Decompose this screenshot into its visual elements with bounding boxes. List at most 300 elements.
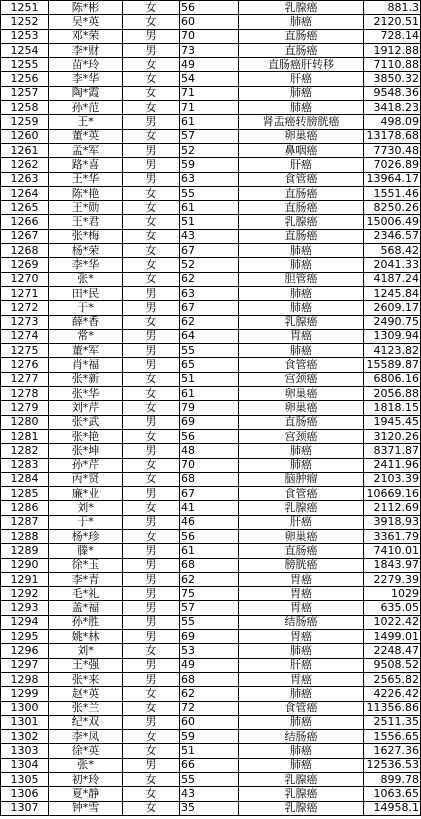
record-id-cell: 1257	[1, 86, 49, 100]
age-cell: 56	[180, 429, 239, 443]
diagnosis-cell: 乳腺癌	[239, 315, 364, 329]
table-row	[1, 501, 421, 515]
table-row	[1, 258, 421, 272]
gender-cell: 男	[123, 172, 180, 186]
patient-name-cell: 邓*荣	[49, 29, 123, 43]
diagnosis-cell: 乳腺癌	[239, 787, 364, 801]
record-id-cell: 1300	[1, 701, 49, 715]
gender-cell: 女	[123, 687, 180, 701]
age-cell: 56	[180, 529, 239, 543]
gender-cell: 女	[123, 215, 180, 229]
cost-cell: 2346.57	[364, 229, 421, 243]
table-row	[1, 515, 421, 529]
age-cell: 64	[180, 329, 239, 343]
gender-cell: 男	[123, 572, 180, 586]
cost-cell: 3418.23	[364, 101, 421, 115]
cost-cell: 3361.79	[364, 529, 421, 543]
patient-name-cell: 李*凤	[49, 730, 123, 744]
record-id-cell: 1267	[1, 229, 49, 243]
patient-name-cell: 丙*贤	[49, 472, 123, 486]
age-cell: 49	[180, 658, 239, 672]
record-id-cell: 1264	[1, 186, 49, 200]
age-cell: 53	[180, 644, 239, 658]
diagnosis-cell: 结肠癌	[239, 615, 364, 629]
age-cell: 61	[180, 201, 239, 215]
gender-cell: 男	[123, 587, 180, 601]
age-cell: 46	[180, 515, 239, 529]
diagnosis-cell: 直肠癌肝转移	[239, 58, 364, 72]
gender-cell: 女	[123, 272, 180, 286]
table-row	[1, 272, 421, 286]
patient-name-cell: 张*坤	[49, 444, 123, 458]
record-id-cell: 1294	[1, 615, 49, 629]
patient-name-cell: 滕*	[49, 544, 123, 558]
patient-name-cell: 薛*香	[49, 315, 123, 329]
gender-cell: 女	[123, 501, 180, 515]
age-cell: 43	[180, 229, 239, 243]
table-row	[1, 372, 421, 386]
table-row	[1, 444, 421, 458]
diagnosis-cell: 肝癌	[239, 515, 364, 529]
patient-name-cell: 李*华	[49, 258, 123, 272]
diagnosis-cell: 直肠癌	[239, 415, 364, 429]
diagnosis-cell: 卵巢癌	[239, 129, 364, 143]
age-cell: 67	[180, 487, 239, 501]
gender-cell: 男	[123, 444, 180, 458]
patient-name-cell: 初*玲	[49, 773, 123, 787]
table-row	[1, 715, 421, 729]
age-cell: 62	[180, 272, 239, 286]
diagnosis-cell: 肺癌	[239, 715, 364, 729]
diagnosis-cell: 直肠癌	[239, 29, 364, 43]
diagnosis-cell: 胆管癌	[239, 272, 364, 286]
cost-cell: 3850.32	[364, 72, 421, 86]
cost-cell: 1499.01	[364, 630, 421, 644]
diagnosis-cell: 肝癌	[239, 658, 364, 672]
patient-name-cell: 王*	[49, 115, 123, 129]
table-row	[1, 29, 421, 43]
gender-cell: 女	[123, 387, 180, 401]
table-row	[1, 286, 421, 300]
gender-cell: 女	[123, 244, 180, 258]
gender-cell: 女	[123, 1, 180, 15]
record-id-cell: 1304	[1, 758, 49, 772]
gender-cell: 男	[123, 344, 180, 358]
age-cell: 57	[180, 129, 239, 143]
patient-name-cell: 路*喜	[49, 158, 123, 172]
table-row	[1, 658, 421, 672]
age-cell: 48	[180, 444, 239, 458]
table-row	[1, 572, 421, 586]
diagnosis-cell: 鼻咽癌	[239, 143, 364, 157]
record-id-cell: 1273	[1, 315, 49, 329]
age-cell: 56	[180, 1, 239, 15]
diagnosis-cell: 肺癌	[239, 687, 364, 701]
patient-name-cell: 吴*英	[49, 15, 123, 29]
cost-cell: 1556.65	[364, 730, 421, 744]
diagnosis-cell: 肺癌	[239, 258, 364, 272]
record-id-cell: 1306	[1, 787, 49, 801]
patient-name-cell: 李*华	[49, 72, 123, 86]
table-row	[1, 687, 421, 701]
age-cell: 62	[180, 315, 239, 329]
gender-cell: 男	[123, 558, 180, 572]
diagnosis-cell: 直肠癌	[239, 544, 364, 558]
table-row	[1, 186, 421, 200]
gender-cell: 男	[123, 358, 180, 372]
patient-name-cell: 姚*林	[49, 630, 123, 644]
patient-name-cell: 刘*芹	[49, 401, 123, 415]
record-id-cell: 1263	[1, 172, 49, 186]
cost-cell: 2411.96	[364, 458, 421, 472]
gender-cell: 女	[123, 86, 180, 100]
cost-cell: 2112.69	[364, 501, 421, 515]
cost-cell: 2120.51	[364, 15, 421, 29]
cost-cell: 1245.84	[364, 286, 421, 300]
record-id-cell: 1295	[1, 630, 49, 644]
table-row	[1, 615, 421, 629]
record-id-cell: 1276	[1, 358, 49, 372]
diagnosis-cell: 直肠癌	[239, 201, 364, 215]
diagnosis-cell: 乳腺癌	[239, 801, 364, 815]
age-cell: 51	[180, 372, 239, 386]
patient-name-cell: 张*	[49, 758, 123, 772]
diagnosis-cell: 乳腺癌	[239, 773, 364, 787]
record-id-cell: 1261	[1, 143, 49, 157]
patient-name-cell: 田*民	[49, 286, 123, 300]
record-id-cell: 1281	[1, 429, 49, 443]
record-id-cell: 1259	[1, 115, 49, 129]
table-row	[1, 58, 421, 72]
gender-cell: 男	[123, 672, 180, 686]
age-cell: 63	[180, 172, 239, 186]
gender-cell: 女	[123, 744, 180, 758]
diagnosis-cell: 宫颈癌	[239, 372, 364, 386]
cost-cell: 1551.46	[364, 186, 421, 200]
cost-cell: 899.78	[364, 773, 421, 787]
diagnosis-cell: 脑肿瘤	[239, 472, 364, 486]
record-id-cell: 1307	[1, 801, 49, 815]
cost-cell: 2248.47	[364, 644, 421, 658]
gender-cell: 女	[123, 15, 180, 29]
age-cell: 62	[180, 572, 239, 586]
gender-cell: 女	[123, 372, 180, 386]
table-row	[1, 129, 421, 143]
age-cell: 70	[180, 458, 239, 472]
gender-cell: 女	[123, 773, 180, 787]
diagnosis-cell: 卵巢癌	[239, 401, 364, 415]
patient-name-cell: 张*武	[49, 415, 123, 429]
patient-name-cell: 王*君	[49, 215, 123, 229]
gender-cell: 男	[123, 601, 180, 615]
patient-name-cell: 孙*胜	[49, 615, 123, 629]
record-id-cell: 1299	[1, 687, 49, 701]
gender-cell: 男	[123, 715, 180, 729]
diagnosis-cell: 食管癌	[239, 701, 364, 715]
cost-cell: 3120.26	[364, 429, 421, 443]
diagnosis-cell: 肺癌	[239, 758, 364, 772]
record-id-cell: 1255	[1, 58, 49, 72]
cost-cell: 1912.88	[364, 43, 421, 57]
record-id-cell: 1256	[1, 72, 49, 86]
gender-cell: 男	[123, 515, 180, 529]
age-cell: 57	[180, 601, 239, 615]
cost-cell: 14958.1	[364, 801, 421, 815]
gender-cell: 男	[123, 43, 180, 57]
cost-cell: 6806.16	[364, 372, 421, 386]
table-row	[1, 101, 421, 115]
patient-name-cell: 陈*彬	[49, 1, 123, 15]
diagnosis-cell: 食管癌	[239, 487, 364, 501]
record-id-cell: 1297	[1, 658, 49, 672]
patient-name-cell: 张*梅	[49, 229, 123, 243]
cost-cell: 12536.53	[364, 758, 421, 772]
cost-cell: 2103.39	[364, 472, 421, 486]
gender-cell: 女	[123, 458, 180, 472]
patient-name-cell: 于*	[49, 515, 123, 529]
cost-cell: 1063.65	[364, 787, 421, 801]
cost-cell: 881.3	[364, 1, 421, 15]
table-row	[1, 344, 421, 358]
age-cell: 69	[180, 630, 239, 644]
diagnosis-cell: 肺癌	[239, 15, 364, 29]
diagnosis-cell: 胃癌	[239, 329, 364, 343]
gender-cell: 女	[123, 644, 180, 658]
record-id-cell: 1252	[1, 15, 49, 29]
diagnosis-cell: 肺癌	[239, 344, 364, 358]
table-row	[1, 43, 421, 57]
age-cell: 67	[180, 301, 239, 315]
table-row	[1, 115, 421, 129]
patient-name-cell: 盖*福	[49, 601, 123, 615]
age-cell: 68	[180, 672, 239, 686]
age-cell: 43	[180, 787, 239, 801]
patient-name-cell: 毛*礼	[49, 587, 123, 601]
cost-cell: 2056.88	[364, 387, 421, 401]
diagnosis-cell: 乳腺癌	[239, 1, 364, 15]
record-id-cell: 1269	[1, 258, 49, 272]
cost-cell: 11356.86	[364, 701, 421, 715]
cost-cell: 2279.39	[364, 572, 421, 586]
age-cell: 66	[180, 758, 239, 772]
gender-cell: 女	[123, 401, 180, 415]
gender-cell: 男	[123, 544, 180, 558]
diagnosis-cell: 肺癌	[239, 86, 364, 100]
record-id-cell: 1266	[1, 215, 49, 229]
table-row	[1, 472, 421, 486]
patient-name-cell: 陈*艳	[49, 186, 123, 200]
patient-name-cell: 张*艳	[49, 429, 123, 443]
record-id-cell: 1303	[1, 744, 49, 758]
cost-cell: 2490.75	[364, 315, 421, 329]
diagnosis-cell: 肺癌	[239, 286, 364, 300]
cost-cell: 2565.82	[364, 672, 421, 686]
table-row	[1, 401, 421, 415]
diagnosis-cell: 直肠癌	[239, 43, 364, 57]
patient-name-cell: 王*勋	[49, 201, 123, 215]
cost-cell: 4187.24	[364, 272, 421, 286]
table-row	[1, 244, 421, 258]
table-row	[1, 72, 421, 86]
diagnosis-cell: 胃癌	[239, 672, 364, 686]
cost-cell: 4123.82	[364, 344, 421, 358]
patient-name-cell: 肖*福	[49, 358, 123, 372]
patient-name-cell: 夏*静	[49, 787, 123, 801]
table-row	[1, 787, 421, 801]
record-id-cell: 1253	[1, 29, 49, 43]
cost-cell: 13178.68	[364, 129, 421, 143]
record-id-cell: 1277	[1, 372, 49, 386]
table-row	[1, 529, 421, 543]
patient-name-cell: 李*财	[49, 43, 123, 57]
patient-name-cell: 苗*玲	[49, 58, 123, 72]
diagnosis-cell: 肺癌	[239, 458, 364, 472]
record-id-cell: 1298	[1, 672, 49, 686]
cost-cell: 2511.35	[364, 715, 421, 729]
diagnosis-cell: 食管癌	[239, 358, 364, 372]
cost-cell: 9548.36	[364, 86, 421, 100]
record-id-cell: 1251	[1, 1, 49, 15]
diagnosis-cell: 肺癌	[239, 301, 364, 315]
gender-cell: 男	[123, 115, 180, 129]
table-row	[1, 773, 421, 787]
cost-cell: 10669.16	[364, 487, 421, 501]
table-row	[1, 801, 421, 815]
cost-cell: 1945.45	[364, 415, 421, 429]
gender-cell: 女	[123, 101, 180, 115]
cost-cell: 498.09	[364, 115, 421, 129]
cost-cell: 8250.26	[364, 201, 421, 215]
gender-cell: 女	[123, 429, 180, 443]
age-cell: 63	[180, 286, 239, 300]
age-cell: 61	[180, 544, 239, 558]
table-row	[1, 229, 421, 243]
cost-cell: 15589.87	[364, 358, 421, 372]
table-row	[1, 201, 421, 215]
diagnosis-cell: 肺癌	[239, 244, 364, 258]
cost-cell: 4226.42	[364, 687, 421, 701]
table-body	[1, 1, 421, 816]
age-cell: 55	[180, 615, 239, 629]
cost-cell: 1022.42	[364, 615, 421, 629]
age-cell: 59	[180, 158, 239, 172]
patient-name-cell: 张*华	[49, 387, 123, 401]
diagnosis-cell: 肺癌	[239, 644, 364, 658]
gender-cell: 女	[123, 129, 180, 143]
patient-name-cell: 张*新	[49, 372, 123, 386]
patient-name-cell: 于*	[49, 301, 123, 315]
gender-cell: 男	[123, 143, 180, 157]
patient-name-cell: 孙*芹	[49, 458, 123, 472]
record-id-cell: 1289	[1, 544, 49, 558]
table-row	[1, 15, 421, 29]
record-id-cell: 1291	[1, 572, 49, 586]
table-row	[1, 429, 421, 443]
age-cell: 79	[180, 401, 239, 415]
cost-cell: 13964.17	[364, 172, 421, 186]
diagnosis-cell: 肺癌	[239, 101, 364, 115]
record-id-cell: 1282	[1, 444, 49, 458]
record-id-cell: 1274	[1, 329, 49, 343]
table-row	[1, 644, 421, 658]
record-id-cell: 1284	[1, 472, 49, 486]
diagnosis-cell: 肝癌	[239, 158, 364, 172]
gender-cell: 男	[123, 630, 180, 644]
gender-cell: 女	[123, 186, 180, 200]
record-id-cell: 1285	[1, 487, 49, 501]
age-cell: 71	[180, 101, 239, 115]
diagnosis-cell: 胃癌	[239, 572, 364, 586]
patient-name-cell: 孙*范	[49, 101, 123, 115]
gender-cell: 男	[123, 487, 180, 501]
gender-cell: 女	[123, 258, 180, 272]
age-cell: 35	[180, 801, 239, 815]
age-cell: 55	[180, 773, 239, 787]
gender-cell: 女	[123, 229, 180, 243]
record-id-cell: 1280	[1, 415, 49, 429]
gender-cell: 女	[123, 72, 180, 86]
cost-cell: 728.14	[364, 29, 421, 43]
gender-cell: 男	[123, 29, 180, 43]
record-id-cell: 1305	[1, 773, 49, 787]
record-id-cell: 1275	[1, 344, 49, 358]
table-row	[1, 158, 421, 172]
gender-cell: 女	[123, 58, 180, 72]
diagnosis-cell: 宫颈癌	[239, 429, 364, 443]
table-row	[1, 301, 421, 315]
diagnosis-cell: 乳腺癌	[239, 501, 364, 515]
patient-name-cell: 陶*霞	[49, 86, 123, 100]
table-row	[1, 1, 421, 15]
cost-cell: 1843.97	[364, 558, 421, 572]
age-cell: 69	[180, 415, 239, 429]
diagnosis-cell: 直肠癌	[239, 186, 364, 200]
cost-cell: 7110.88	[364, 58, 421, 72]
age-cell: 68	[180, 472, 239, 486]
cost-cell: 1818.15	[364, 401, 421, 415]
diagnosis-cell: 结肠癌	[239, 730, 364, 744]
record-id-cell: 1301	[1, 715, 49, 729]
age-cell: 51	[180, 215, 239, 229]
record-id-cell: 1271	[1, 286, 49, 300]
record-id-cell: 1279	[1, 401, 49, 415]
table-row	[1, 415, 421, 429]
gender-cell: 男	[123, 158, 180, 172]
patient-name-cell: 张*来	[49, 672, 123, 686]
diagnosis-cell: 胃癌	[239, 601, 364, 615]
table-row	[1, 458, 421, 472]
table-row	[1, 630, 421, 644]
table-row	[1, 744, 421, 758]
record-id-cell: 1278	[1, 387, 49, 401]
age-cell: 75	[180, 587, 239, 601]
gender-cell: 女	[123, 701, 180, 715]
gender-cell: 女	[123, 315, 180, 329]
age-cell: 73	[180, 43, 239, 57]
patient-name-cell: 杨*珍	[49, 529, 123, 543]
gender-cell: 女	[123, 730, 180, 744]
table-row	[1, 358, 421, 372]
cost-cell: 2041.33	[364, 258, 421, 272]
diagnosis-cell: 卵巢癌	[239, 529, 364, 543]
age-cell: 61	[180, 387, 239, 401]
diagnosis-cell: 肝癌	[239, 72, 364, 86]
patient-name-cell: 董*军	[49, 344, 123, 358]
table-row	[1, 487, 421, 501]
age-cell: 55	[180, 344, 239, 358]
table-row	[1, 315, 421, 329]
diagnosis-cell: 肺癌	[239, 444, 364, 458]
